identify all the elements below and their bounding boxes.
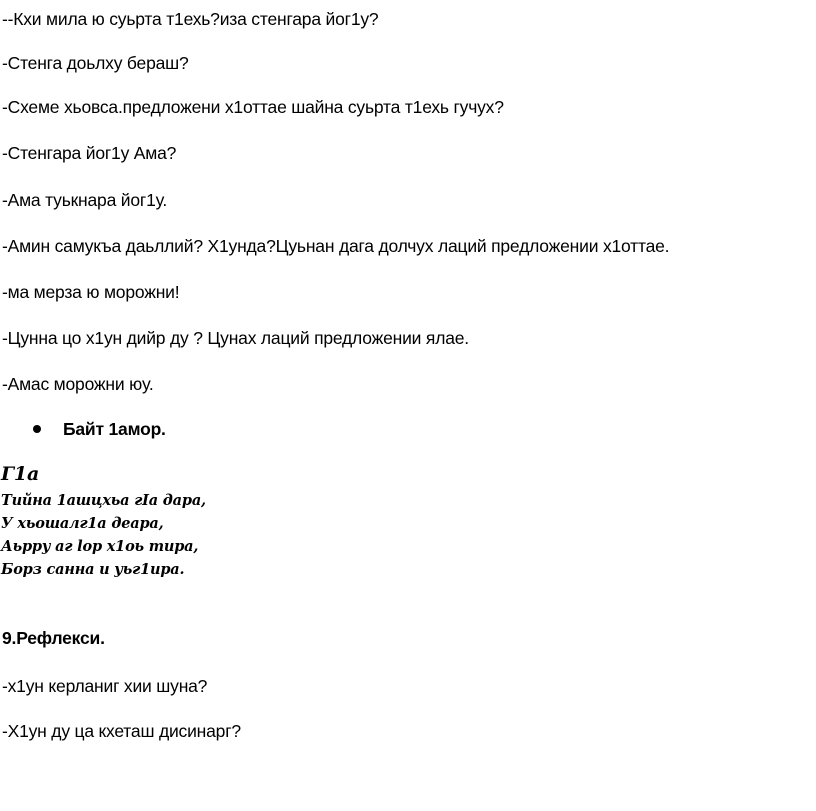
reflection-line: -х1ун керланиг хии шуна? [2,676,208,696]
bullet-icon [33,425,41,433]
poem-line: Тийна 1ашцхьа гIа дара, [1,492,206,509]
dialogue-line: -Схеме хьовса.предложени х1оттае шайна суьрта т1ехь гучух? [2,97,504,117]
bullet-item: Байт 1амор. [63,419,166,439]
dialogue-line: -Стенгара йог1у Ама? [2,143,177,163]
dialogue-line: -Ама туькнара йог1у. [2,190,168,210]
dialogue-line: -Стенга доьлху бераш? [2,53,189,73]
dialogue-line: -Амин самукъа даьллий? Х1унда?Цуьнан дага долчух лаций предложении х1оттае. [2,236,670,256]
dialogue-line: -Амас морожни юу. [2,374,154,394]
dialogue-line: -Цунна цо х1ун дийр ду ? Цунах лаций предложении ялае. [2,328,469,348]
section-heading: 9.Рефлекси. [2,628,105,648]
reflection-line: -Х1ун ду ца кхеташ дисинарг? [2,721,241,741]
dialogue-line: -ма мерза ю морожни! [2,282,180,302]
poem-line: Борз санна и уьг1ира. [1,561,185,578]
poem-title: Г1а [1,463,40,485]
dialogue-line: --Кхи мила ю суьрта т1ехь?иза стенгара йог1у? [2,9,379,29]
poem-line: Аьрру аг lop х1оь тира, [1,538,199,555]
poem-line: У хьошалг1а деара, [1,515,164,532]
